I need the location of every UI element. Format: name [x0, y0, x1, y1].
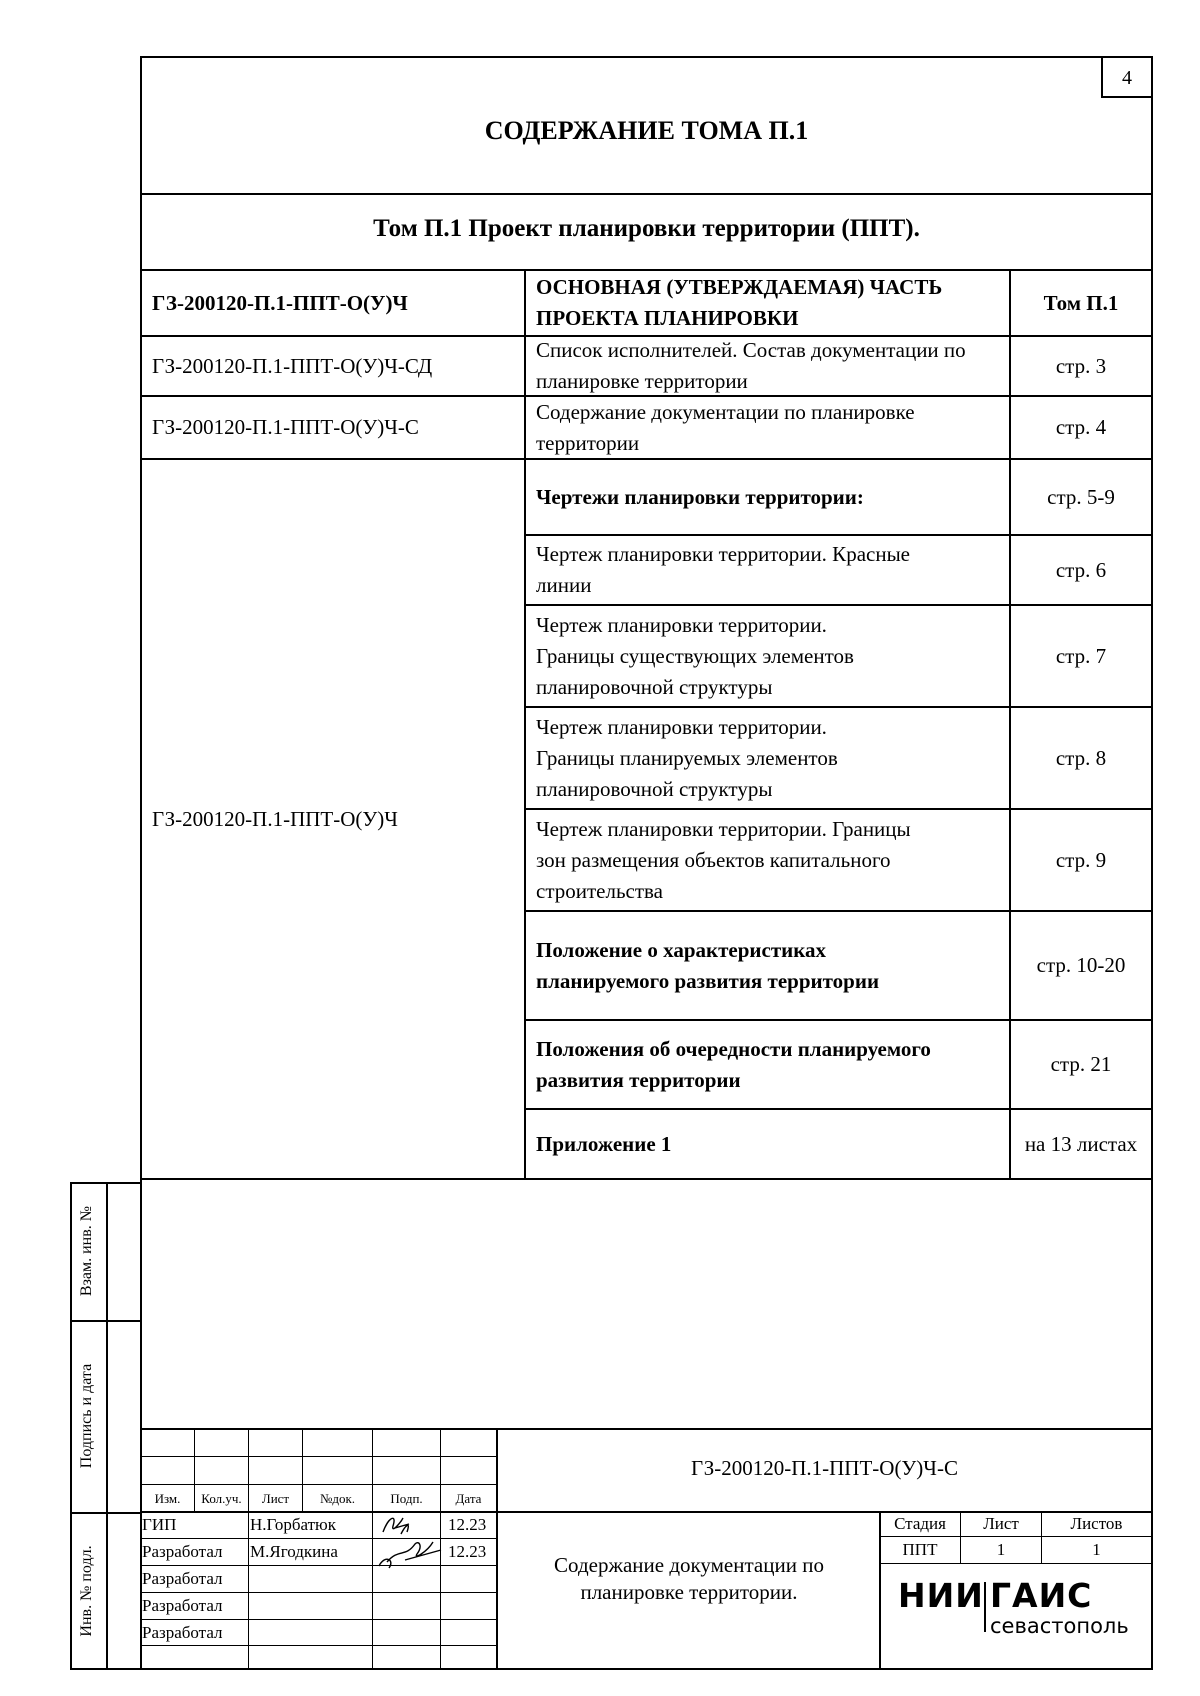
- row-code: ГЗ-200120-П.1-ППТ-О(У)Ч-СД: [152, 353, 433, 378]
- sheet-label: Лист: [983, 1514, 1019, 1533]
- logo-city: севастополь: [990, 1614, 1129, 1638]
- row-page: стр. 3: [1055, 353, 1107, 378]
- sheet-value: 1: [996, 1540, 1006, 1559]
- group-row-page: стр. 8: [1055, 745, 1107, 770]
- page-number-box: [1101, 60, 1151, 98]
- staff-name: Н.Горбатюк: [250, 1515, 337, 1534]
- staff-date: 12.23: [448, 1542, 487, 1561]
- tb-header-ndok: №док.: [319, 1491, 356, 1506]
- staff-role: ГИП: [142, 1515, 177, 1534]
- group-row-page: на 13 листах: [1024, 1131, 1138, 1156]
- page-title: СОДЕРЖАНИЕ ТОМА П.1: [484, 116, 809, 145]
- stage-label: Стадия: [894, 1514, 946, 1533]
- tb-header-list: Лист: [261, 1491, 290, 1506]
- tb-header-kolvo: Кол.уч.: [201, 1491, 242, 1506]
- signature-yagodkina: [375, 1536, 445, 1572]
- group-row-page: стр. 10-20: [1036, 953, 1126, 977]
- row-code: ГЗ-200120-П.1-ППТ-О(У)Ч-С: [152, 415, 419, 439]
- group-row-page: стр. 21: [1050, 1052, 1112, 1076]
- tb-header-date: Дата: [455, 1491, 482, 1506]
- group-row-name: Приложение 1: [536, 1131, 672, 1156]
- staff-role: Разработал: [142, 1623, 223, 1642]
- staff-role: Разработал: [142, 1569, 223, 1588]
- row-page: Том П.1: [1043, 290, 1119, 315]
- logo-part2: ГАИС: [990, 1576, 1093, 1615]
- doc-title: Содержание документации по планировке территории.: [554, 1553, 824, 1604]
- group-row-page: стр. 6: [1055, 557, 1107, 582]
- group-code: ГЗ-200120-П.1-ППТ-О(У)Ч: [152, 806, 398, 831]
- staff-role: Разработал: [142, 1596, 223, 1615]
- row-name: Содержание документации по планировке территории: [536, 399, 915, 455]
- row-name: ОСНОВНАЯ (УТВЕРЖДАЕМАЯ) ЧАСТЬ ПРОЕКТА ПЛАНИРОВКИ: [536, 275, 943, 330]
- tb-header-izm: Изм.: [154, 1491, 181, 1506]
- group-row-name: Положение о характеристиках планируемого развития территории: [536, 937, 880, 993]
- group-row-page: стр. 9: [1055, 847, 1107, 872]
- signature-gorbatyuk: [375, 1512, 437, 1538]
- row-page: стр. 4: [1055, 415, 1107, 439]
- group-row-name: Положения об очередности планируемого развития территории: [536, 1036, 931, 1092]
- side-label-vzam: Взам. инв. №: [78, 1205, 95, 1297]
- group-row-name: Чертеж планировки территории. Границы зон размещения объектов капитального строительства: [536, 816, 911, 903]
- volume-title: Том П.1 Проект планировки территории (ППТ).: [373, 215, 920, 242]
- group-row-page: стр. 7: [1055, 643, 1107, 668]
- staff-date: 12.23: [448, 1515, 487, 1534]
- tb-header-podp: Подп.: [390, 1491, 423, 1506]
- page-number: 4: [1122, 66, 1132, 89]
- doc-code: ГЗ-200120-П.1-ППТ-О(У)Ч-С: [691, 1456, 958, 1480]
- sheets-label: Листов: [1070, 1514, 1123, 1533]
- group-row-name: Чертеж планировки территории. Границы планируемых элементов планировочной структуры: [536, 714, 838, 801]
- staff-role: Разработал: [142, 1542, 223, 1561]
- side-label-inv: Инв. № подл.: [78, 1545, 95, 1637]
- stage-value: ППТ: [902, 1540, 938, 1559]
- row-code: ГЗ-200120-П.1-ППТ-О(У)Ч: [152, 290, 408, 315]
- row-name: Список исполнителей. Состав документации по планировке территории: [536, 338, 966, 393]
- group-row-page: стр. 5-9: [1047, 484, 1115, 509]
- group-row-name: Чертежи планировки территории:: [536, 484, 864, 509]
- logo-part1: НИИ: [898, 1576, 984, 1615]
- org-logo: [898, 1574, 1148, 1664]
- staff-name: М.Ягодкина: [250, 1542, 338, 1561]
- sheets-value: 1: [1092, 1540, 1101, 1559]
- group-row-name: Чертеж планировки территории. Границы существующих элементов планировочной структуры: [536, 612, 854, 699]
- group-row-name: Чертеж планировки территории. Красные линии: [536, 542, 911, 597]
- side-label-podpis: Подпись и дата: [78, 1363, 95, 1469]
